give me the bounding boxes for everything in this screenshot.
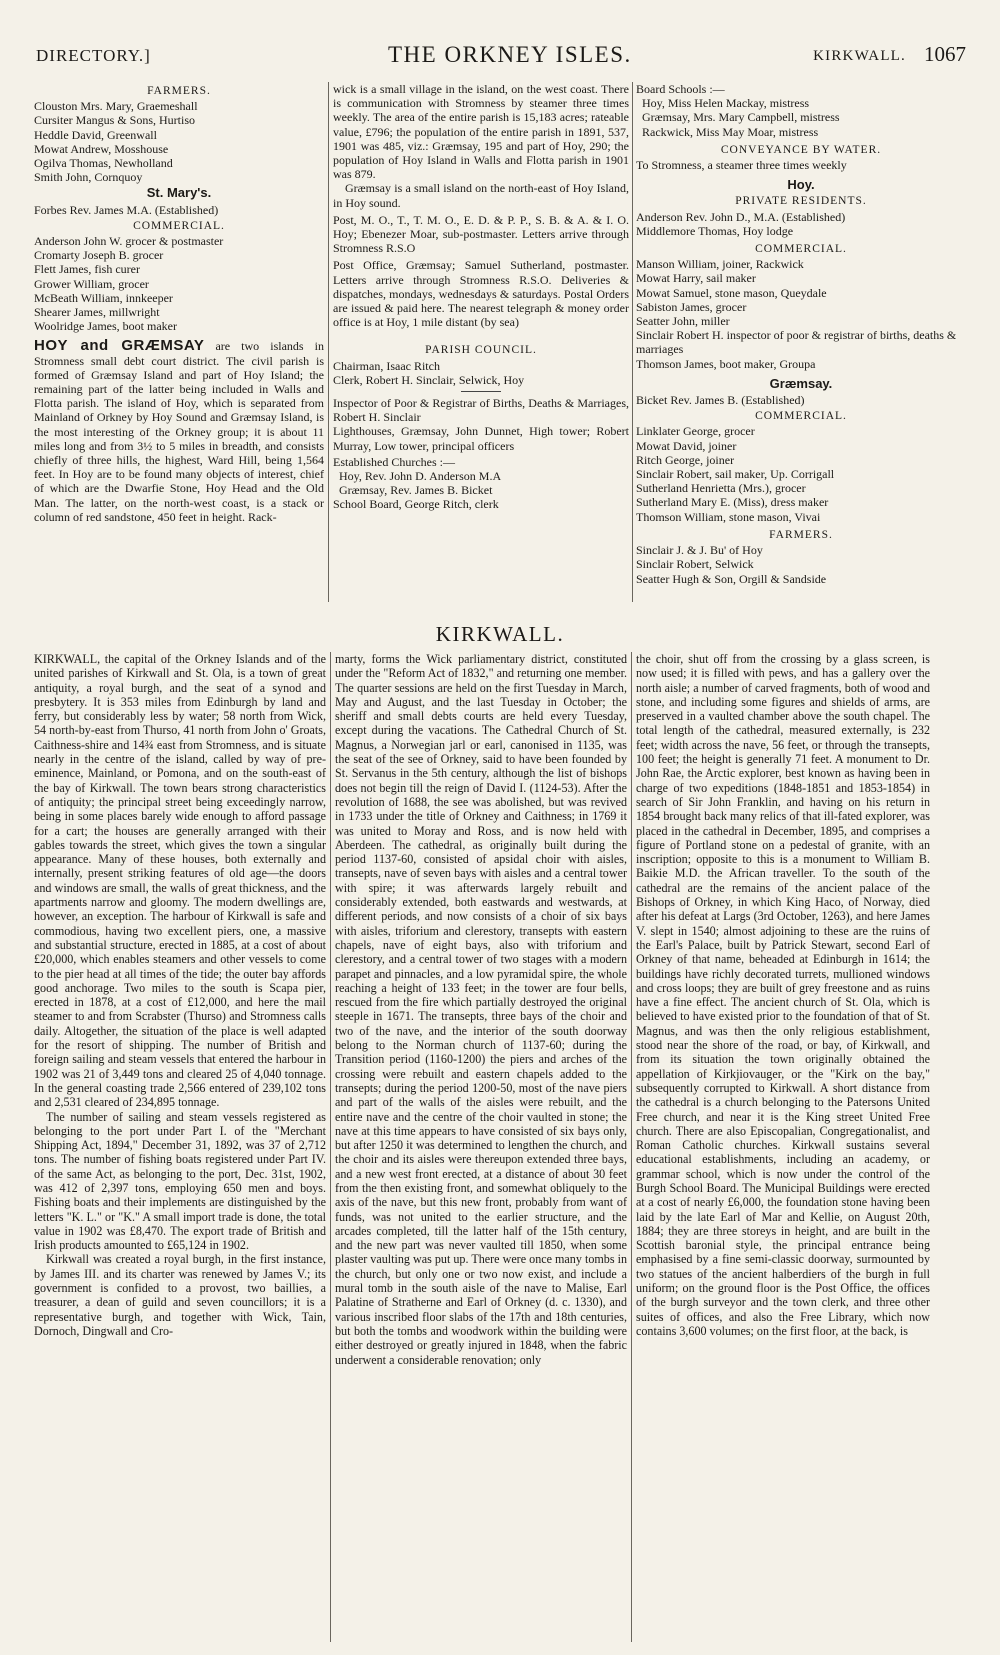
- top-column-2: [333, 82, 629, 512]
- commercial-entry: Seatter John, miller: [636, 314, 730, 329]
- kirkwall-column-1: [34, 652, 326, 1338]
- top-column-1: [34, 82, 324, 524]
- commercial-entry: Sinclair Robert H. inspector of poor & registrar of births, deaths & marriages: [636, 328, 957, 357]
- board-school-entry: Hoy, Miss Helen Mackay, mistress: [642, 96, 810, 111]
- commercial-entry: Thomson James, boot maker, Groupa: [636, 356, 816, 371]
- private-resident-entry: Forbes Rev. James M.A. (Established): [34, 202, 219, 217]
- commercial-entry: Sutherland Henrietta (Mrs.), grocer: [636, 481, 806, 496]
- kirkwall-paragraph: KIRKWALL, the capital of the Orkney Islands and of the united parishes of Kirkwall and St. Ola, is a town of great antiquity, a royal burgh, and the seat of a synod and presbytery. It is 353 miles from Edinburgh by land and ferry, but considerably less by water; 58 north from Wick, 54 north-by-east from Thurso, 41 north from John o' Groats, Caithness-shire and 14¾ east from Stromness, and is situate nearly in the centre of the island, called by way of pre-eminence, Mainland, or Pomona, and on the south-east of the bay of Kirkwall. The town bears strong characteristics of antiquity; the principal street being exceedingly narrow, being in some places barely wide enough to afford passage for a cart; the houses are generally arranged with their gables towards the street, which gives the town a singular appearance. Many of these houses, both externally and internally, present striking features of old age—the doors and windows are small, the walls of great thickness, and the apartments narrow and gloomy. The modern dwellings are, however, an exception. The harbour of Kirkwall is safe and commodious, having two excellent piers, one, a massive and substantial structure, erected in 1885, at a cost of about £20,000, which enables steamers and other vessels to come to the pier head at all times of the tide; the outer bay affords good anchorage. Two miles to the south is Scapa pier, erected in 1878, at a cost of £12,000, and here the mail steamer to and from Scrabster (Thurso) and Stromness calls daily. Altogether, the situation of the place is well adapted for the resort of shipping. The number of British and foreign sailing and steam vessels that entered the harbour in 1902 was 21 of 3,449 tons and cleared 25 of 4,040 tonnage. In the general coasting trade 2,566 entered of 239,102 tons and 2,531 cleared of 234,895 tonnage.: [34, 652, 326, 1110]
- farmer-entry: Clouston Mrs. Mary, Graemeshall: [34, 99, 198, 114]
- top-column-3: [636, 82, 966, 586]
- column-rule: [632, 82, 633, 602]
- st-marys-heading: St. Mary's.: [146, 185, 212, 201]
- commercial-entry: Flett James, fish curer: [34, 262, 140, 277]
- running-head-left: DIRECTORY.]: [36, 46, 151, 65]
- conveyance-entry: To Stromness, a steamer three times weekly: [636, 158, 847, 173]
- farmers-heading: FARMERS.: [147, 85, 211, 97]
- commercial-entry: Anderson John W. grocer & postmaster: [34, 234, 224, 249]
- commercial-entry: Woolridge James, boot maker: [34, 319, 177, 334]
- graemsay-heading: Græmsay.: [769, 375, 833, 391]
- commercial-entry: Mowat Samuel, stone mason, Queydale: [636, 285, 827, 300]
- private-resident-entry: Bicket Rev. James B. (Established): [636, 393, 805, 408]
- kirkwall-column-2: [335, 652, 627, 1367]
- kirkwall-paragraph: the choir, shut off from the crossing by a glass screen, is now used; it is filled with pews, and has a gallery over the north aisle; a number of carved fragments, both of wood and stone, and including some figures and shields of arms, are preserved in a vaulted chamber above the south chapel. The total length of the cathedral, measured externally, is 232 feet; width across the nave, 56 feet, or through the transepts, 100 feet; the height is generally 71 feet. A monument to Dr. John Rae, the Arctic explorer, best known as having been in charge of two expeditions (1848-1851 and 1853-1854) in search of Sir John Franklin, and having on his return in 1854 brought back many relics of that ill-fated explorer, was placed in the cathedral in December, 1895, and comprises a figure of Portland stone on a pedestal of granite, with an inscription; opposite to this is a monument to William B. Baikie M.D. the African traveller. To the south of the cathedral are the remains of the ancient palace of the Bishops of Orkney, in which King Haco, of Norway, died after his defeat at Largs (3rd October, 1263), and here James V. slept in 1540; almost adjoining to these are the ruins of the Earl's Palace, built by Patrick Stewart, second Earl of Orkney of that name, beheaded at Edinburgh in 1614; the buildings have richly decorated turrets, mullioned windows and cross loops; they are built of grey freestone and as ruins have a fine effect. The ancient church of St. Ola, which is believed to have existed prior to the foundation of that of St. Magnus, and was then the only religious establishment, stood near the shore of the road, or bay, of Kirkwall, and from its situation the town originally obtained the appellation of Kirkjiovauger, or the "Kirk on the bay," subsequently corrupted to Kirkwall. A short distance from the cathedral is a church belonging to the Patersons United Free church, and near it is the King street United Free church. There are also Episcopalian, Congregationalist, and Roman Catholic churches. Kirkwall sustains several educational establishments, including an academy, or grammar school, which is now under the control of the Burgh School Board. The Municipal Buildings were erected at a cost of nearly £6,000, the foundation stone having been laid by the late Earl of Mar and Kellie, on August 20th, 1884; they are three storeys in height, and are built in the Scottish baronial style, the principal entrance being emphasised by a fine semi-classic doorway, surmounted by two statues of the ancient halberdiers of the burgh in full uniform; on the ground floor is the Post Office, the offices of the burgh surveyor and the town clerk, and three other suites of offices, and also the Free Library, which now contains 3,600 volumes; on the first floor, at the back, is: [636, 652, 930, 1338]
- kirkwall-paragraph: marty, forms the Wick parliamentary district, constituted under the "Reform Act of 1832," and returning one member. The quarter sessions are held on the first Tuesday in March, May and August, and the last Tuesday in October; the sheriff and small debts courts are held every Tuesday, except during the vacations. The Cathedral Church of St. Magnus, a Norwegian jarl or earl, canonised in 1135, was the seat of the see of Orkney, said to have been founded by St. Servanus in the 5th century, although the list of bishops does not begin till the reign of David I. (1124-53). After the revolution of 1688, the see was abolished, but was revived in 1733 under the title of Orkney and Caithness; in 1769 it was united to Moray and Ross, and is now held with Aberdeen. The cathedral, as originally built during the period 1137-60, consisted of apsidal choir with aisles, transepts, nave of seven bays with aisles and a central tower with spire; it was afterwards largely rebuilt and considerably extended, both eastwards and westwards, at different periods, and now consists of a choir of six bays with aisles, triforium and clerestory, transepts with eastern chapels, nave of eight bays, also with triforium and clerestory, and a central tower of two stages with a modern parapet and pinnacles, and a low pyramidal spire, the whole reaching a height of 133 feet; in the tower are four bells, rescued from the fire which partially destroyed the original steeple in 1671. The transepts, three bays of the choir and two of the nave, and the interior of the south doorway belong to the Norman church of 1137-60; during the Transition period (1160-1200) the piers and arches of the crossing were rebuilt and eastern chapels added to the transepts; during the period 1200-50, most of the nave piers and part of the walls of the aisles were rebuilt, and the entire nave and the centre of the choir vaulted in stone; the nave at this time appears to have consisted of six bays only, but after 1250 it was determined to lengthen the church, and the choir and its aisles were thereupon extended three bays, and a new west front erected, at a distance of about 30 feet from the then existing front, and somewhat obliquely to the axis of the nave, but this new front, probably from want of funds, was not united to the earlier structure, and the arcades completed, till the latter half of the 15th century, and the new part was never vaulted till 1850, when some plaster vaulting was put up. There were once many tombs in the church, but only one or two now exist, and include a mural tomb in the south aisle of the nave to Malise, Earl Palatine of Stratherne and Earl of Orkney (d. c. 1330), and various inscribed floor slabs of the 17th and 18th centuries, but both the tombs and woodwork within the building were either destroyed or greatly injured in 1848, when the fabric underwent a considerable renovation; only: [335, 652, 627, 1367]
- farmer-entry: Smith John, Cornquoy: [34, 170, 143, 185]
- commercial-entry: Manson William, joiner, Rackwick: [636, 257, 804, 272]
- inspector-of-poor: Inspector of Poor & Registrar of Births, Deaths & Marriages, Robert H. Sinclair: [333, 396, 629, 425]
- private-residents-heading: PRIVATE RESIDENTS.: [735, 195, 867, 208]
- column-rule: [631, 652, 632, 1642]
- farmers-heading: FARMERS.: [769, 528, 833, 541]
- commercial-entry: Cromarty Joseph B. grocer: [34, 248, 164, 263]
- hoy-graemsay-heading: HOY and GRÆMSAY: [34, 337, 205, 355]
- commercial-heading: COMMERCIAL.: [133, 219, 225, 232]
- kirkwall-title: KIRKWALL.: [435, 622, 565, 646]
- school-board: School Board, George Ritch, clerk: [333, 497, 499, 512]
- commercial-entry: Grower William, grocer: [34, 276, 149, 291]
- post-office-hoy: Post, M. O., T., T. M. O., E. D. & P. P., S. B. & A. & I. O. Hoy; Ebenezer Moar, sub-postmaster. Letters arrive through Stromness R.S.O: [333, 212, 629, 256]
- board-school-entry: Græmsay, Mrs. Mary Campbell, mistress: [642, 110, 840, 125]
- board-school-entry: Rackwick, Miss May Moar, mistress: [642, 124, 819, 139]
- commercial-entry: Thomson William, stone mason, Vivai: [636, 509, 821, 524]
- churches-heading: Established Churches :—: [333, 454, 455, 469]
- parish-chairman: Chairman, Isaac Ritch: [333, 358, 440, 373]
- commercial-entry: Ritch George, joiner: [636, 452, 735, 467]
- kirkwall-paragraph: The number of sailing and steam vessels registered as belonging to the port under Part I. of the "Merchant Shipping Act, 1894," December 31, 1892, was 37 of 2,712 tons. The number of fishing boats registered under Part IV. of the same Act, as belonging to the port, Dec. 31st, 1902, was 412 of 2,397 tons, employing 650 men and boys. Fishing boats and their implements are distinguished by the letters "K. L." or "K." A small import trade is done, the total value in 1902 was £8,470. The export trade of British and Irish products amounted to £65,124 in 1902.: [34, 1109, 326, 1253]
- commercial-entry: Sutherland Mary E. (Miss), dress maker: [636, 495, 829, 510]
- commercial-entry: Shearer James, millwright: [34, 305, 160, 320]
- commercial-entry: Sinclair Robert, sail maker, Up. Corrigall: [636, 467, 835, 482]
- commercial-entry: Mowat Harry, sail maker: [636, 271, 756, 286]
- commercial-entry: Linklater George, grocer: [636, 424, 755, 439]
- commercial-heading: COMMERCIAL.: [755, 243, 847, 256]
- divider: [461, 391, 501, 392]
- column-rule: [330, 652, 331, 1642]
- parish-council-heading: PARISH COUNCIL.: [425, 344, 537, 357]
- running-head-place: KIRKWALL.: [813, 48, 906, 64]
- farmer-entry: Sinclair Robert, Selwick: [636, 557, 754, 572]
- conveyance-heading: CONVEYANCE BY WATER.: [720, 143, 882, 156]
- running-head: [36, 44, 966, 78]
- page-number: 1067: [924, 42, 966, 66]
- farmer-entry: Mowat Andrew, Mosshouse: [34, 141, 169, 156]
- kirkwall-paragraph: Kirkwall was created a royal burgh, in the first instance, by James III. and its charter was renewed by James V.; its government is confided to a provost, two baillies, a treasurer, a dean of guild and seven councillors; it is a representative burgh, and together with Wick, Tain, Dornoch, Dingwall and Cro-: [34, 1252, 326, 1338]
- farmer-entry: Heddle David, Greenwall: [34, 127, 157, 142]
- commercial-entry: Sabiston James, grocer: [636, 299, 747, 314]
- private-resident-entry: Middlemore Thomas, Hoy lodge: [636, 223, 794, 238]
- farmer-entry: Seatter Hugh & Son, Orgill & Sandside: [636, 571, 827, 586]
- post-office-graemsay: Post Office, Græmsay; Samuel Sutherland, postmaster. Letters arrive through Stromness R.S.O. Deliveries & dispatches, mondays, wednesdays & saturdays. Postal Orders are issued & paid here. The nearest telegraph & money order office is at Hoy, 1 mile distant (by sea): [333, 258, 629, 330]
- commercial-entry: Mowat David, joiner: [636, 438, 737, 453]
- running-head-title: THE ORKNEY ISLES.: [388, 42, 632, 67]
- farmer-entry: Cursiter Mangus & Sons, Hurtiso: [34, 113, 196, 128]
- hoy-continued-text: wick is a small village in the island, on the west coast. There is communication with Stromness by steamer three times weekly. The area of the entire parish is 15,183 acres; rateable value, £796; the population of the entire parish in 1891, 537, 1901 was 485, viz.: Græmsay, 195 and part of Hoy, 290; the population of Hoy Island in Walls and Flotta parish in 1901 was 879.: [333, 82, 629, 182]
- private-resident-entry: Anderson Rev. John D., M.A. (Established): [636, 209, 846, 224]
- hoy-graemsay-description: [34, 339, 324, 524]
- board-schools-heading: Board Schools :—: [636, 82, 725, 96]
- parish-clerk: Clerk, Robert H. Sinclair, Selwick, Hoy: [333, 372, 525, 387]
- graemsay-text: Græmsay is a small island on the north-east of Hoy Island, in Hoy sound.: [333, 181, 629, 210]
- commercial-entry: McBeath William, innkeeper: [34, 290, 173, 305]
- farmer-entry: Sinclair J. & J. Bu' of Hoy: [636, 543, 763, 558]
- kirkwall-column-3: [636, 652, 930, 1338]
- farmer-entry: Ogilva Thomas, Newholland: [34, 156, 173, 171]
- church-entry: Hoy, Rev. John D. Anderson M.A: [339, 469, 502, 484]
- church-entry: Græmsay, Rev. James B. Bicket: [339, 483, 493, 498]
- commercial-heading: COMMERCIAL.: [755, 410, 847, 423]
- hoy-heading: Hoy.: [787, 177, 815, 193]
- hoy-graemsay-text: are two islands in Stromness small debt court district. The civil parish is formed of Græmsay Island and part of Hoy Island; the remaining part of the latter being included in Walls and Flotta parish. The island of Hoy, which is separated from Mainland of Orkney by Hoy Sound and Græmsay Island, is the most interesting of the Orkney group; it is about 11 miles long and from 3½ to 5 miles in breadth, and consists chiefly of three hills, the highest, Ward Hill, being 1,564 feet. In Hoy are to be found many objects of interest, chief of which are the Dwarfie Stone, Hoy Head and the Old Man. The latter, on the north-west coast, is a stack or column of red sandstone, 450 feet in height. Rack-: [34, 339, 324, 524]
- lighthouses: Lighthouses, Græmsay, John Dunnet, High tower; Robert Murray, Low tower, principal officers: [333, 424, 629, 453]
- column-rule: [328, 82, 329, 602]
